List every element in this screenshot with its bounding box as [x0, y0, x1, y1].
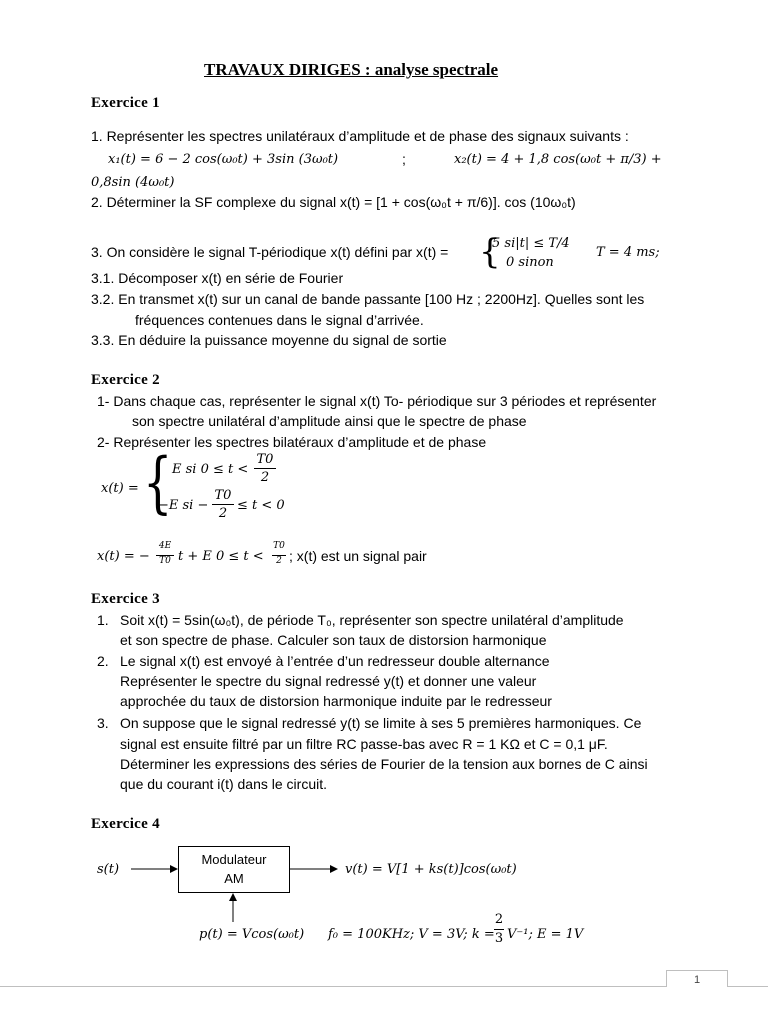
- ex1-piecewise-brace: {: [479, 232, 501, 272]
- ex1-period: T = 4 ms;: [596, 245, 660, 260]
- document-title: TRAVAUX DIRIGES : analyse spectrale: [204, 60, 499, 79]
- ex4-modulator-block: [178, 846, 290, 893]
- ex1-case-1: 5 si|t| ≤ T/4: [492, 236, 570, 251]
- ex2-case-2a: −E si −: [158, 498, 209, 513]
- ex2-case-1: E si 0 ≤ t <: [172, 462, 249, 477]
- ex1-question-3-3: 3.3. En déduire la puissance moyenne du signal de sortie: [91, 332, 447, 348]
- ex2-case-2b: ≤ t < 0: [237, 498, 285, 513]
- ex1-question-3-2: 3.2. En transmet x(t) sur un canal de bande passante [100 Hz ; 2200Hz]. Quelles sont les: [91, 291, 645, 307]
- ex2-case2-frac-den: 2: [218, 506, 228, 521]
- ex1-question-1: 1. Représenter les spectres unilatéraux d’amplitude et de phase des signaux suivants :: [91, 128, 629, 144]
- exercise-1-heading: Exercice 1: [91, 95, 160, 111]
- ex2-question-1: 1- Dans chaque cas, représenter le signal x(t) To- périodique sur 3 périodes et représenter: [97, 393, 657, 409]
- ex4-carrier-signal: p(t) = Vcos(ω₀t): [199, 927, 305, 942]
- ex3-item-2-line-1: Le signal x(t) est envoyé à l’entrée d’un redresseur double alternance: [120, 653, 550, 669]
- ex3-item-3-line-3: Déterminer les expressions des séries de Fourier de la tension aux bornes de C ainsi: [120, 756, 648, 772]
- ex2-piecewise-brace: {: [143, 444, 173, 521]
- ex1-signal-x1: x₁(t) = 6 − 2 cos(ω₀t) + 3sin (3ω₀t): [108, 152, 339, 167]
- ex4-params-a: f₀ = 100KHz; V = 3V; k =: [328, 927, 495, 942]
- ex1-question-2: 2. Déterminer la SF complexe du signal x(t) = [1 + cos(ω₀t + π/6)]. cos (10ω₀t): [91, 194, 576, 210]
- ex2-question-2: 2- Représenter les spectres bilatéraux d’amplitude et de phase: [97, 434, 487, 450]
- ex1-question-3-2-continued: fréquences contenues dans le signal d’arrivée.: [135, 312, 424, 328]
- ex3-item-3-line-4: que du courant i(t) dans le circuit.: [120, 776, 327, 792]
- ex4-block-label-1: Modulateur: [201, 852, 267, 867]
- ex1-question-3-1: 3.1. Décomposer x(t) en série de Fourier: [91, 270, 344, 286]
- ex2-case2-frac-line: [212, 504, 234, 505]
- ex2-line2-frac-num: 4E: [158, 541, 172, 551]
- ex3-item-2-number: 2.: [97, 653, 109, 669]
- exercise-4-heading: Exercice 4: [91, 816, 160, 832]
- ex2-case1-frac-line: [254, 468, 276, 469]
- ex3-item-2-line-2: Représenter le spectre du signal redressé y(t) et donner une valeur: [120, 673, 537, 689]
- ex4-input-signal: s(t): [97, 862, 120, 877]
- ex1-question-3: 3. On considère le signal T-périodique x(t) défini par x(t) =: [91, 244, 449, 260]
- ex4-params-frac-num: 2: [494, 912, 504, 927]
- ex4-params-b: V⁻¹; E = 1V: [507, 927, 584, 942]
- ex3-item-2-line-3: approchée du taux de distorsion harmonique induite par le redresseur: [120, 693, 552, 709]
- ex1-case-2: 0 sinon: [506, 255, 554, 270]
- exercise-3-heading: Exercice 3: [91, 591, 160, 607]
- ex3-item-3-line-1: On suppose que le signal redressé y(t) se limite à ses 5 premières harmoniques. Ce: [120, 715, 642, 731]
- ex2-line2-a: x(t) = −: [97, 549, 150, 564]
- ex3-item-1-line-2: et son spectre de phase. Calculer son taux de distorsion harmonique: [120, 632, 547, 648]
- ex2-question-1-continued: son spectre unilatéral d’amplitude ainsi que le spectre de phase: [132, 413, 527, 429]
- ex1-separator: ;: [402, 151, 406, 167]
- ex3-item-1-number: 1.: [97, 612, 109, 628]
- page-number: 1: [693, 974, 701, 986]
- ex1-signal-x2: x₂(t) = 4 + 1,8 cos(ω₀t + π/3) +: [454, 152, 662, 167]
- exercise-2-heading: Exercice 2: [91, 372, 160, 388]
- ex2-line2-frac-den: T0: [159, 556, 171, 566]
- ex4-params-frac-line: [494, 929, 504, 930]
- ex4-output-signal: v(t) = V[1 + ks(t)]cos(ω₀t): [345, 862, 517, 877]
- ex3-item-3-line-2: signal est ensuite filtré par un filtre RC passe-bas avec R = 1 KΩ et C = 0,1 μF.: [120, 736, 608, 752]
- ex2-line2-frac2-den: 2: [276, 556, 282, 566]
- ex2-line2-b: t + E 0 ≤ t <: [178, 549, 264, 564]
- ex2-line2-c: ; x(t) est un signal pair: [289, 548, 427, 564]
- ex3-item-3-number: 3.: [97, 715, 109, 731]
- ex2-line2-frac2-num: T0: [273, 541, 285, 551]
- ex1-signal-x2-continued: 0,8sin (4ω₀t): [91, 175, 175, 190]
- ex2-case1-frac-num: T0: [256, 452, 274, 467]
- page-number-box: [666, 970, 728, 987]
- footer-rule: [0, 986, 768, 987]
- ex3-item-1-line-1: Soit x(t) = 5sin(ω₀t), de période T₀, représenter son spectre unilatéral d’amplitude: [120, 612, 624, 628]
- ex2-case2-frac-num: T0: [214, 488, 232, 503]
- ex2-xt-label: x(t) =: [101, 481, 139, 496]
- ex2-case1-frac-den: 2: [260, 470, 270, 485]
- ex4-block-label-2: AM: [224, 871, 244, 886]
- ex4-params-frac-den: 3: [494, 931, 504, 946]
